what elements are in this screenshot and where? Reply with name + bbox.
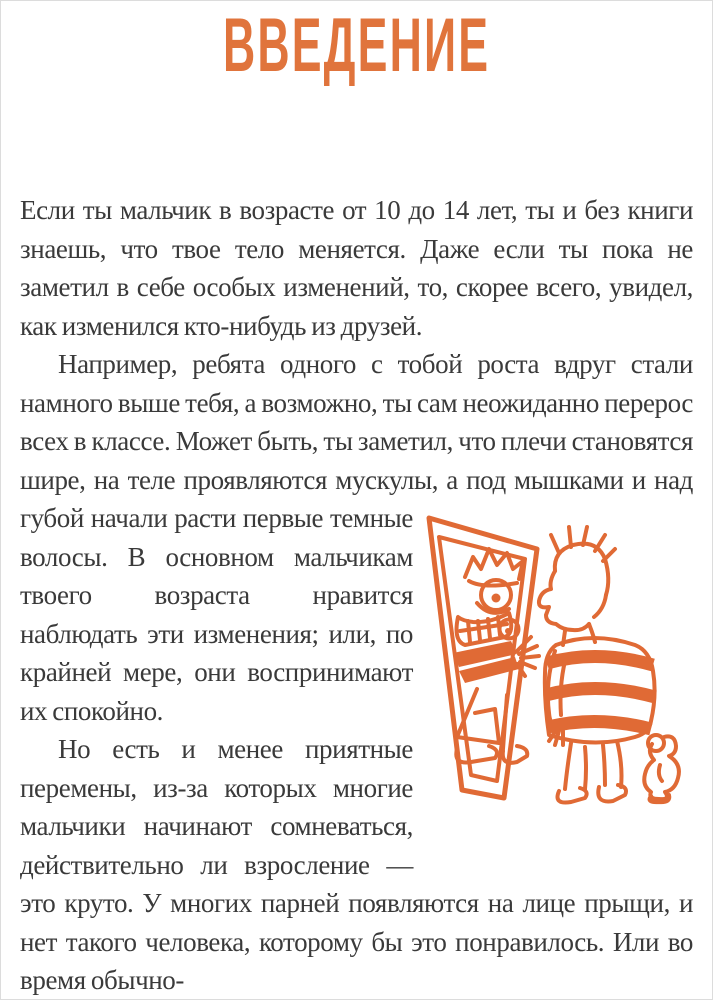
- paragraph-1: Если ты мальчик в возрасте от 10 до 14 лет, ты и без книги знаешь, что твое тело меняется. Даже если ты пока не заметил в себе особых изменений, то, скорее всего, увидел, как изменился кто-нибудь из друзей.: [20, 195, 693, 341]
- body-text: [20, 191, 693, 995]
- paragraph-2: Например, ребята одного с тобой роста вдруг стали намного выше тебя, а возможно, ты сам неожиданно перерос всех в классе. Может быть, ты заметил, что плечи становятся шире, на теле проявляются мускулы, а под мышками и над губой начали расти первые темные волосы. В основном мальчикам твоего возраста нравится наблюдать эти изменения; или, по крайней мере, они воспринимают их спокойно.: [20, 349, 693, 726]
- paragraph-3: Но есть и менее приятные перемены, из-за которых многие мальчики начинают сомневаться, действительно ли взросление — это круто. У многих парней появляются на лице прыщи, и нет такого человека, которому бы это понравилось. Или во время обычно-: [20, 734, 693, 995]
- boy: [539, 527, 655, 803]
- mouse: [644, 735, 679, 802]
- mirror-illustration-image: [413, 503, 693, 854]
- page-title: ВВЕДЕНИЕ: [222, 4, 491, 89]
- chapter-heading: [1, 4, 712, 89]
